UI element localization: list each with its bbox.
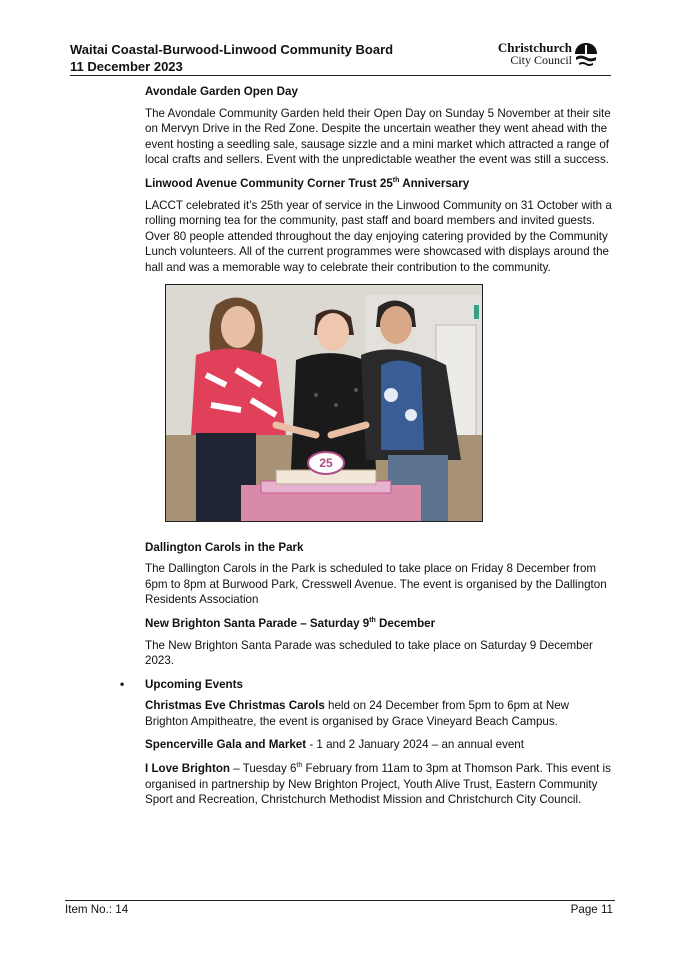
logo-line-1: Christchurch: [497, 40, 572, 55]
avondale-body: The Avondale Community Garden held their Open Day on Sunday 5 November at their site on Mervyn Drive in the Red Zone. Despite the uncertain weather they went ahead with the event hosting a seedling sale, sausage sizzle and a mini market which attracted a range of local crafts and sellers. Event with the unpredictable weather the event was still a success.: [145, 106, 611, 167]
dallington-heading: Dallington Carols in the Park: [145, 540, 304, 554]
dallington-body: The Dallington Carols in the Park is scheduled to take place on Friday 8 December from 6pm to 8pm at Burwood Park, Cresswell Avenue. The event is organised by the Dallington Residents Association: [145, 562, 607, 607]
anniversary-photo: [165, 284, 483, 522]
ilb-event: I Love Brighton – Tuesday 6th February from 11am to 3pm at Thomson Park. This event is organised in partnership by New Brighton Project, Youth Alive Trust, Eastern Community Sport and Recreation, Christchurch Methodist Mission and Christchurch City Council.: [145, 762, 611, 807]
avondale-heading: Avondale Garden Open Day: [145, 85, 298, 98]
item-number: Item No.: 14: [65, 903, 129, 916]
upcoming-heading: • Upcoming Events: [120, 676, 243, 691]
council-logo: [496, 42, 606, 68]
footer-divider: [65, 900, 615, 901]
cake-number: 25: [319, 455, 333, 470]
meeting-date: 11 December 2023: [70, 59, 183, 74]
lacct-heading: Linwood Avenue Community Corner Trust 25th Anniversary: [145, 176, 470, 190]
santa-heading: New Brighton Santa Parade – Saturday 9th December: [145, 616, 436, 630]
board-name: Waitai Coastal-Burwood-Linwood Community Board: [70, 42, 394, 57]
bullet-icon: •: [120, 676, 125, 691]
logo-line-2: City Council: [510, 53, 572, 67]
page-content: [120, 84, 615, 816]
lacct-body: LACCT celebrated it’s 25th year of service in the Linwood Community on 31 October with a rolling morning tea for the community, past staff and board members and invited guests. Over 80 people attended throughout the day enjoying catering provided by the Community Lunch volunteers. All of the current programmes were showcased with displays around the hall and was a memorable way to celebrate their contribution to the community.: [145, 198, 612, 274]
gala-event: Spencerville Gala and Market - 1 and 2 January 2024 – an annual event: [145, 738, 524, 752]
header-divider: [70, 75, 611, 76]
page-header: [70, 41, 393, 75]
page-number: Page 11: [570, 903, 613, 916]
cathedral-logo-icon: [574, 42, 598, 68]
santa-body: The New Brighton Santa Parade was scheduled to take place on Saturday 9 December 2023.: [145, 638, 593, 668]
carols-event: Christmas Eve Christmas Carols held on 24 December from 5pm to 6pm at New Brighton Ampitheatre, the event is organised by Grace Vineyard Beach Campus.: [145, 699, 570, 728]
